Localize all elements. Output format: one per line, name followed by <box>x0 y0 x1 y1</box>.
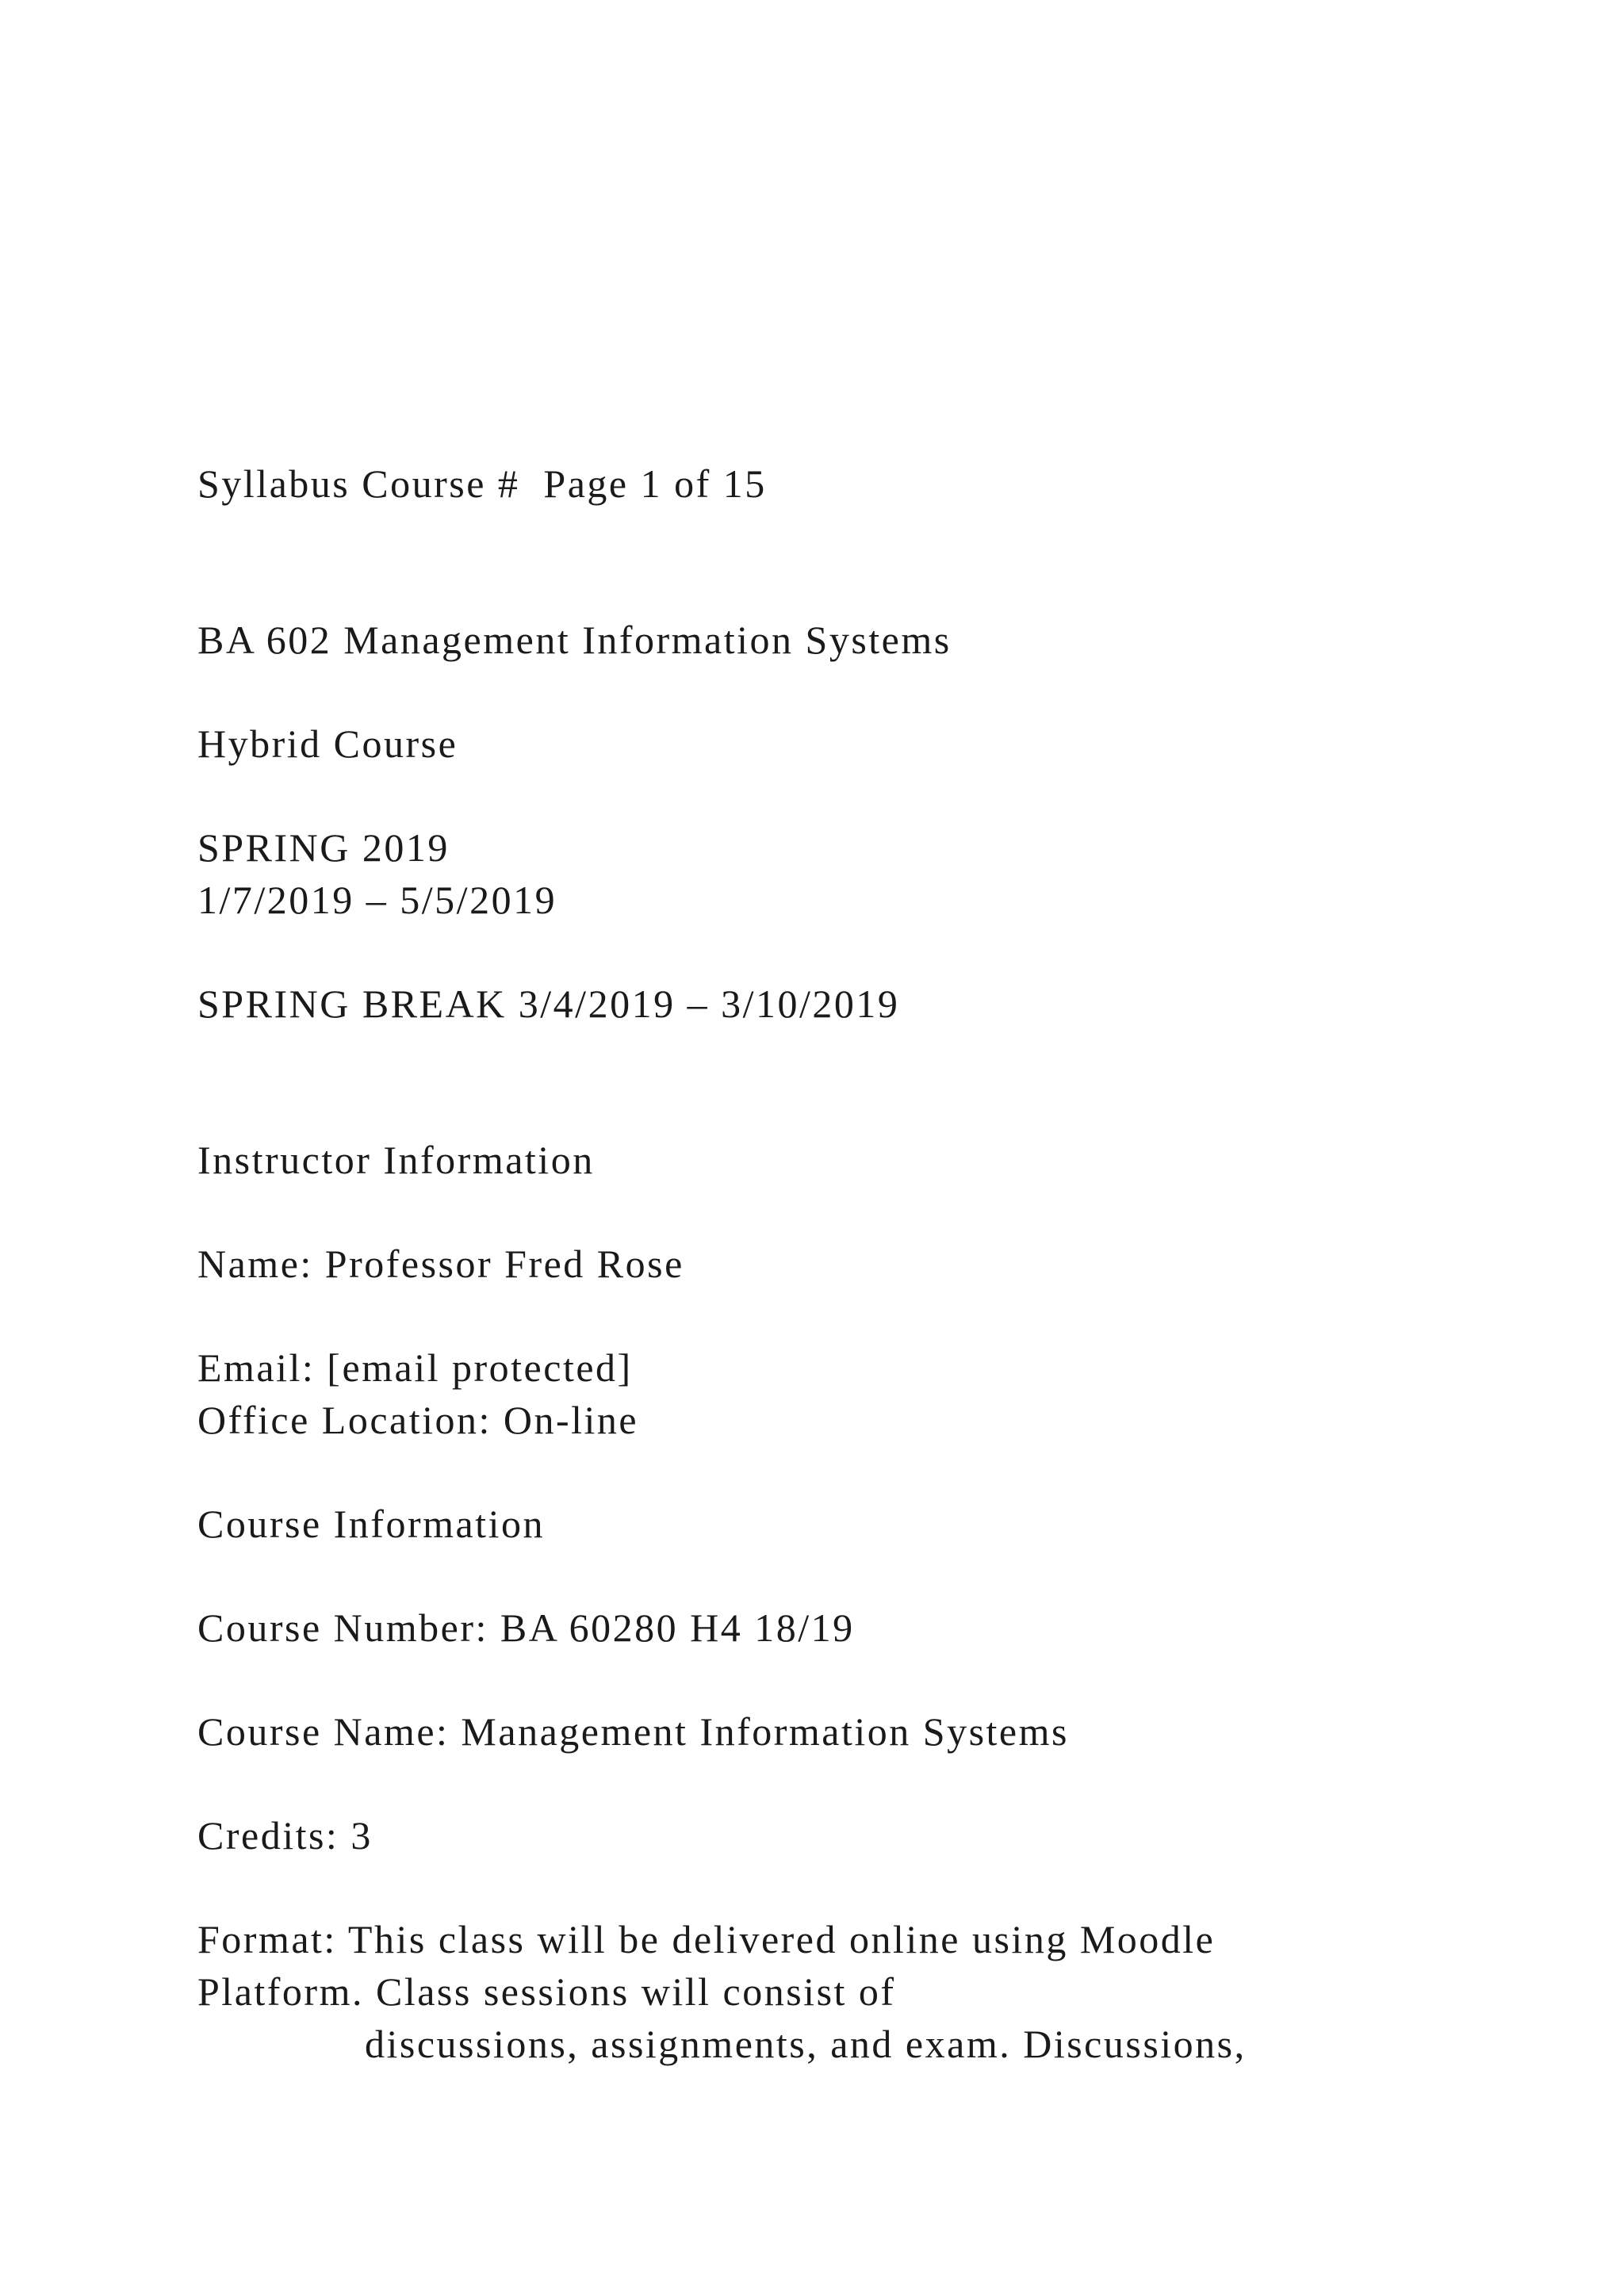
spring-break: SPRING BREAK 3/4/2019 – 3/10/2019 <box>197 982 900 1026</box>
term-dates: 1/7/2019 – 5/5/2019 <box>197 878 557 922</box>
page-header: Syllabus Course # Page 1 of 15 <box>197 461 767 506</box>
course-info-heading: Course Information <box>197 1502 545 1546</box>
course-credits: Credits: 3 <box>197 1813 373 1858</box>
course-name: Course Name: Management Information Systems <box>197 1709 1069 1754</box>
course-title: BA 602 Management Information Systems <box>197 618 952 662</box>
format-line-1: Format: This class will be delivered online using Moodle <box>197 1917 1216 1961</box>
instructor-name: Name: Professor Fred Rose <box>197 1242 684 1286</box>
instructor-email: Email: [email protected] <box>197 1345 633 1390</box>
office-location: Office Location: On-line <box>197 1398 639 1442</box>
term: SPRING 2019 <box>197 825 450 870</box>
course-type: Hybrid Course <box>197 721 458 766</box>
course-number: Course Number: BA 60280 H4 18/19 <box>197 1605 855 1650</box>
format-line-3: discussions, assignments, and exam. Discussions, <box>365 2022 1247 2066</box>
instructor-heading: Instructor Information <box>197 1138 595 1182</box>
format-line-2: Platform. Class sessions will consist of <box>197 1969 896 2014</box>
